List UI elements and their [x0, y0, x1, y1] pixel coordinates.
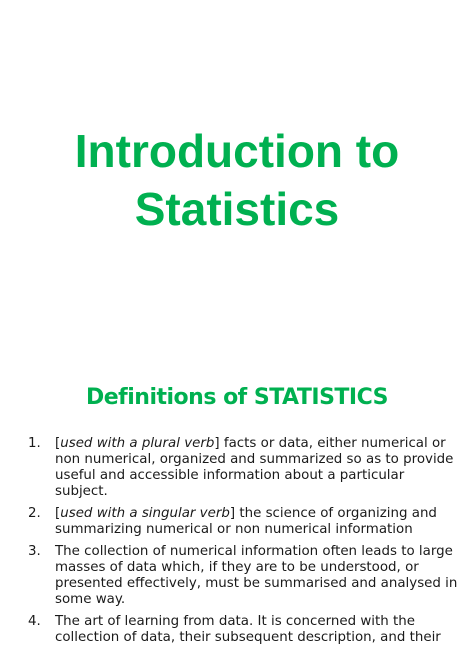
list-item-body: ] the science of organizing and summarizing numerical or non numerical information [55, 506, 437, 537]
slide-title-line-2: Statistics [134, 183, 340, 235]
list-item-body: ] facts or data, either numerical or non numerical, organized and summarized so as to provide useful and accessible information about a particular subject. [55, 436, 454, 499]
list-item-body: The collection of numerical information often leads to large masses of data which, if they are to be understood, or presented effectively, must be summarised and analysed in some way. [55, 544, 458, 607]
slide-title-line-1: Introduction to [74, 125, 400, 177]
list-item-number: 3. [28, 544, 41, 559]
section-heading: Definitions of STATISTICS [85, 385, 389, 410]
list-item-qualifier: used with a plural verb [60, 436, 215, 451]
list-item-text [55, 506, 437, 537]
open-bracket: [ [55, 506, 61, 521]
list-item-number: 1. [28, 436, 41, 451]
list-item-number: 2. [28, 506, 41, 521]
list-item-number: 4. [28, 614, 41, 629]
list-item-text [55, 436, 453, 499]
list-item-body: The art of learning from data. It is concerned with the collection of data, their subsequent description, and their [55, 614, 441, 645]
list-item [28, 544, 458, 608]
list-item-text [55, 544, 457, 607]
definitions-list [28, 436, 458, 652]
list-item [28, 436, 458, 500]
list-item [28, 506, 458, 538]
list-item-qualifier: used with a singular verb [60, 506, 230, 521]
open-bracket: [ [55, 436, 61, 451]
list-item [28, 614, 458, 646]
list-item-text [55, 614, 441, 645]
slide-title [0, 122, 474, 238]
